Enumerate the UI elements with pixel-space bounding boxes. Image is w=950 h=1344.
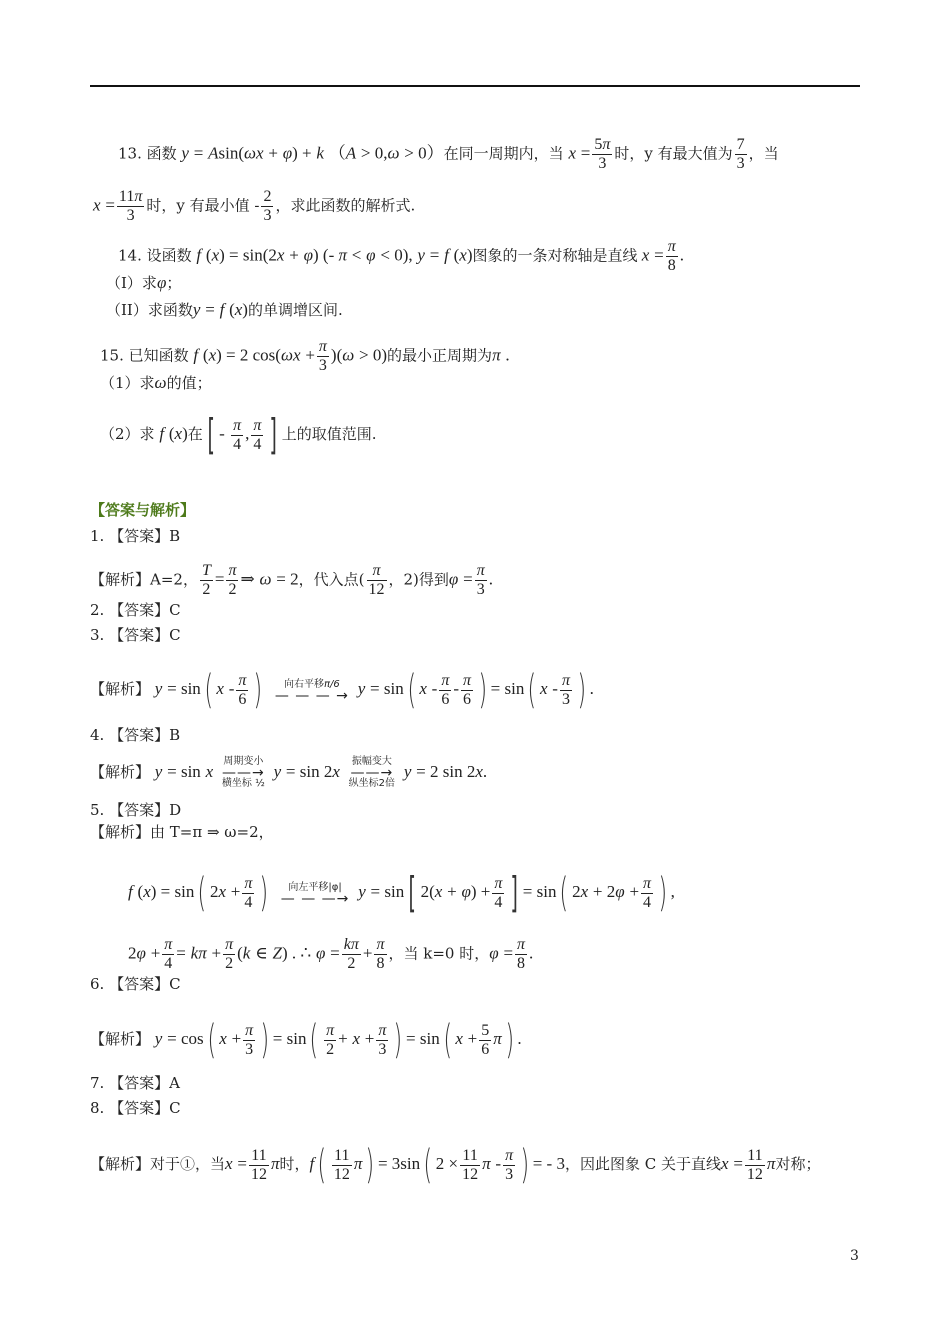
period-shrink-arrow: 周期变小 ——→ 横坐标 ½ xyxy=(221,756,265,789)
problem-14-part2: （II）求函数y = f (x)的单调增区间. xyxy=(106,300,343,319)
answer-5: 5. 【答案】D xyxy=(90,801,182,819)
answer-5-formula1: f (x) = sin( 2x + $\frac{\pi}{4}$ ) 向左平移|φ| — — —→ y = sin [ 2(x + φ) + $\frac{\pi}{4}$ ] = sin( 2x + 2φ + $\frac{\pi}{4}$ ) , xyxy=(128,868,675,917)
problem-15-part2: （2）求 f (x)在 [ - $\frac{\pi}{4}$ , $\frac{\pi}{4}$ ] 上的取值范围. xyxy=(100,410,377,459)
problem-14-part1: （I）求φ； xyxy=(106,273,182,292)
answer-7: 7. 【答案】A xyxy=(90,1074,180,1092)
problem-13-line2: x = $\frac{11\pi}{3}$ 时，y 有最小值 - $\frac{2}{3}$ ，求此函数的解析式. xyxy=(93,188,416,224)
problem-14-line1: 14. 设函数 f (x) = sin(2x + φ) (- π < φ < 0), y = f (x)图象的一条对称轴是直线 x = $\frac{\pi}{8}$ . xyxy=(118,238,684,274)
problem-15-line1: 15. 已知函数 f (x) = 2 cos(ωx + $\frac{\pi}{3}$ )(ω > 0)的最小正周期为π . xyxy=(100,338,510,374)
answer-4-explanation: 【解析】 y = sin x 周期变小 ——→ 横坐标 ½ y = sin 2x 振幅变大 ——→ 纵坐标2倍 y = 2 sin 2x. xyxy=(90,756,488,789)
problem-13-line1: 13. 函数 y = Asin(ωx + φ) + k （A > 0,ω > 0）在同一周期内，当 x = $\frac{5\pi}{3}$ 时，y 有最大值为 $\frac{7}{3}$ ，当 xyxy=(118,136,779,172)
answer-1-explanation: 【解析】A=2， $\frac{T}{2}$ = $\frac{\pi}{2}$ ⇒ ω = 2，代入点( $\frac{\pi}{12}$ ，2)得到φ = $\frac{\pi}{3}$ . xyxy=(90,562,493,598)
problem-15-part1: （1）求ω的值； xyxy=(100,373,212,392)
answer-6-explanation: 【解析】 y = cos( x + $\frac{\pi}{3}$ ) = sin( $\frac{\pi}{2}$ + x + $\frac{\pi}{3}$ ) = sin( x + $\frac{5}{6}$ π) . xyxy=(90,1017,522,1063)
answer-2: 2. 【答案】C xyxy=(90,601,181,619)
answer-3-explanation: 【解析】 y = sin( x - $\frac{\pi}{6}$ ) 向右平移π/6 — — — → y = sin( x - $\frac{\pi}{6}$ - $\frac{\pi}{6}$ ) = sin( x - $\frac{\pi}{3}$ ) . xyxy=(90,667,594,713)
answer-4: 4. 【答案】B xyxy=(90,726,181,744)
shift-right-arrow: 向右平移π/6 — — — → xyxy=(274,679,349,704)
page-number: 3 xyxy=(850,1248,859,1264)
answers-heading: 【答案与解析】 xyxy=(90,501,196,519)
answer-6: 6. 【答案】C xyxy=(90,975,181,993)
shift-left-arrow: 向左平移|φ| — — —→ xyxy=(280,882,350,907)
answer-5-explanation: 【解析】由 T=π ⇒ ω=2， xyxy=(90,823,274,841)
answer-3: 3. 【答案】C xyxy=(90,626,181,644)
header-rule xyxy=(90,85,860,87)
answer-1: 1. 【答案】B xyxy=(90,527,181,545)
answer-8-explanation: 【解析】对于①，当x = $\frac{11}{12}$ π时，f( $\frac{11}{12}$ π) = 3sin( 2 × $\frac{11}{12}$ π - $\frac{\pi}{3}$ ) = - 3，因此图象 C 关于直线x = $\frac{11}{12}$ π对称； xyxy=(90,1142,821,1188)
amplitude-grow-arrow: 振幅变大 ——→ 纵坐标2倍 xyxy=(348,756,396,789)
answer-5-formula2: 2φ + $\frac{\pi}{4}$ = kπ + $\frac{\pi}{2}$ (k ∈ Z) . ∴ φ = $\frac{k\pi}{2}$ + $\frac{\pi}{8}$ ，当 k=0 时，φ = $\frac{\pi}{8}$ . xyxy=(128,936,534,972)
answer-8: 8. 【答案】C xyxy=(90,1099,181,1117)
